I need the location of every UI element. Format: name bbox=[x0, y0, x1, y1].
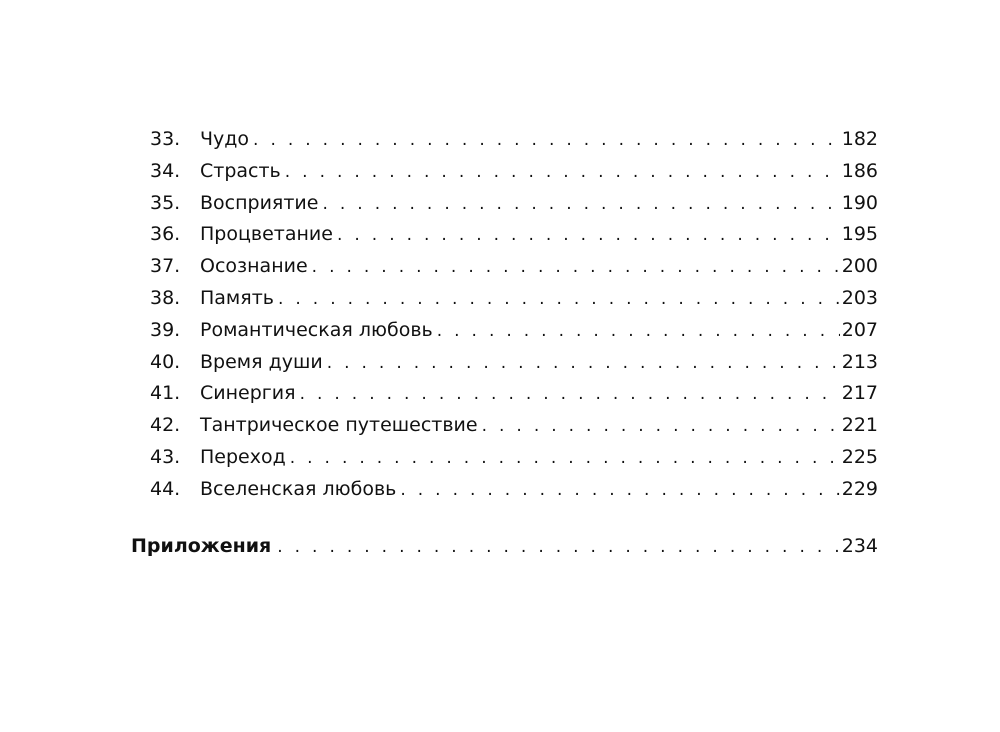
dot-leader bbox=[300, 379, 840, 411]
toc-entry bbox=[150, 474, 878, 506]
dot-leader bbox=[327, 348, 840, 380]
chapter-number: 37. bbox=[150, 255, 181, 278]
chapter-number: 36. bbox=[150, 223, 181, 246]
toc-entry bbox=[150, 124, 878, 156]
page-number: 229 bbox=[841, 477, 878, 500]
toc-entry bbox=[150, 251, 878, 283]
chapter-number: 33. bbox=[150, 128, 181, 150]
chapter-title: Восприятие bbox=[200, 191, 319, 214]
page-number: 207 bbox=[841, 318, 878, 341]
chapter-number: 40. bbox=[150, 350, 181, 373]
chapter-number: 43. bbox=[150, 445, 181, 468]
toc-entry bbox=[150, 442, 878, 474]
chapter-title: Тантрическое путешествие bbox=[200, 414, 478, 437]
page-number: 190 bbox=[841, 191, 878, 214]
dot-leader bbox=[277, 531, 840, 563]
chapter-number: 35. bbox=[150, 191, 181, 214]
toc-entry bbox=[150, 378, 878, 410]
chapter-number: 39. bbox=[150, 318, 181, 341]
chapter-title: Процветание bbox=[200, 223, 333, 246]
chapter-title: Чудо bbox=[200, 128, 250, 150]
dot-leader bbox=[322, 189, 839, 221]
chapter-title: Память bbox=[200, 286, 274, 309]
page-number: 221 bbox=[841, 414, 878, 437]
page-number: 225 bbox=[841, 445, 878, 468]
chapter-title: Осознание bbox=[200, 255, 308, 278]
toc-appendix-entry bbox=[131, 530, 878, 562]
dot-leader bbox=[312, 252, 840, 284]
toc-chapter-list bbox=[150, 124, 878, 506]
toc-entry bbox=[150, 156, 878, 188]
dot-leader bbox=[482, 411, 840, 443]
chapter-number: 44. bbox=[150, 477, 181, 500]
page-number: 186 bbox=[841, 159, 878, 182]
chapter-number: 41. bbox=[150, 382, 181, 405]
appendix-page-number: 234 bbox=[841, 535, 878, 557]
chapter-title: Время души bbox=[200, 350, 323, 373]
appendix-title: Приложения bbox=[131, 535, 272, 557]
dot-leader bbox=[437, 316, 840, 348]
toc-entry bbox=[150, 219, 878, 251]
dot-leader bbox=[400, 475, 839, 507]
chapter-title: Синергия bbox=[200, 382, 296, 405]
dot-leader bbox=[285, 157, 840, 189]
toc-entry bbox=[150, 315, 878, 347]
toc-entry bbox=[150, 347, 878, 379]
page-number: 182 bbox=[841, 128, 878, 150]
toc-entry bbox=[150, 283, 878, 315]
chapter-title: Романтическая любовь bbox=[200, 318, 433, 341]
page-number: 217 bbox=[841, 382, 878, 405]
chapter-title: Переход bbox=[200, 445, 286, 468]
page-number: 200 bbox=[841, 255, 878, 278]
page-number: 203 bbox=[841, 286, 878, 309]
toc-entry bbox=[150, 410, 878, 442]
page-number: 213 bbox=[841, 350, 878, 373]
dot-leader bbox=[278, 284, 840, 316]
dot-leader bbox=[337, 220, 840, 252]
chapter-number: 38. bbox=[150, 286, 181, 309]
chapter-number: 42. bbox=[150, 414, 181, 437]
dot-leader bbox=[253, 125, 840, 157]
dot-leader bbox=[290, 443, 840, 475]
chapter-number: 34. bbox=[150, 159, 181, 182]
chapter-title: Вселенская любовь bbox=[200, 477, 397, 500]
toc-entry bbox=[150, 188, 878, 220]
chapter-title: Страсть bbox=[200, 159, 281, 182]
page-number: 195 bbox=[841, 223, 878, 246]
